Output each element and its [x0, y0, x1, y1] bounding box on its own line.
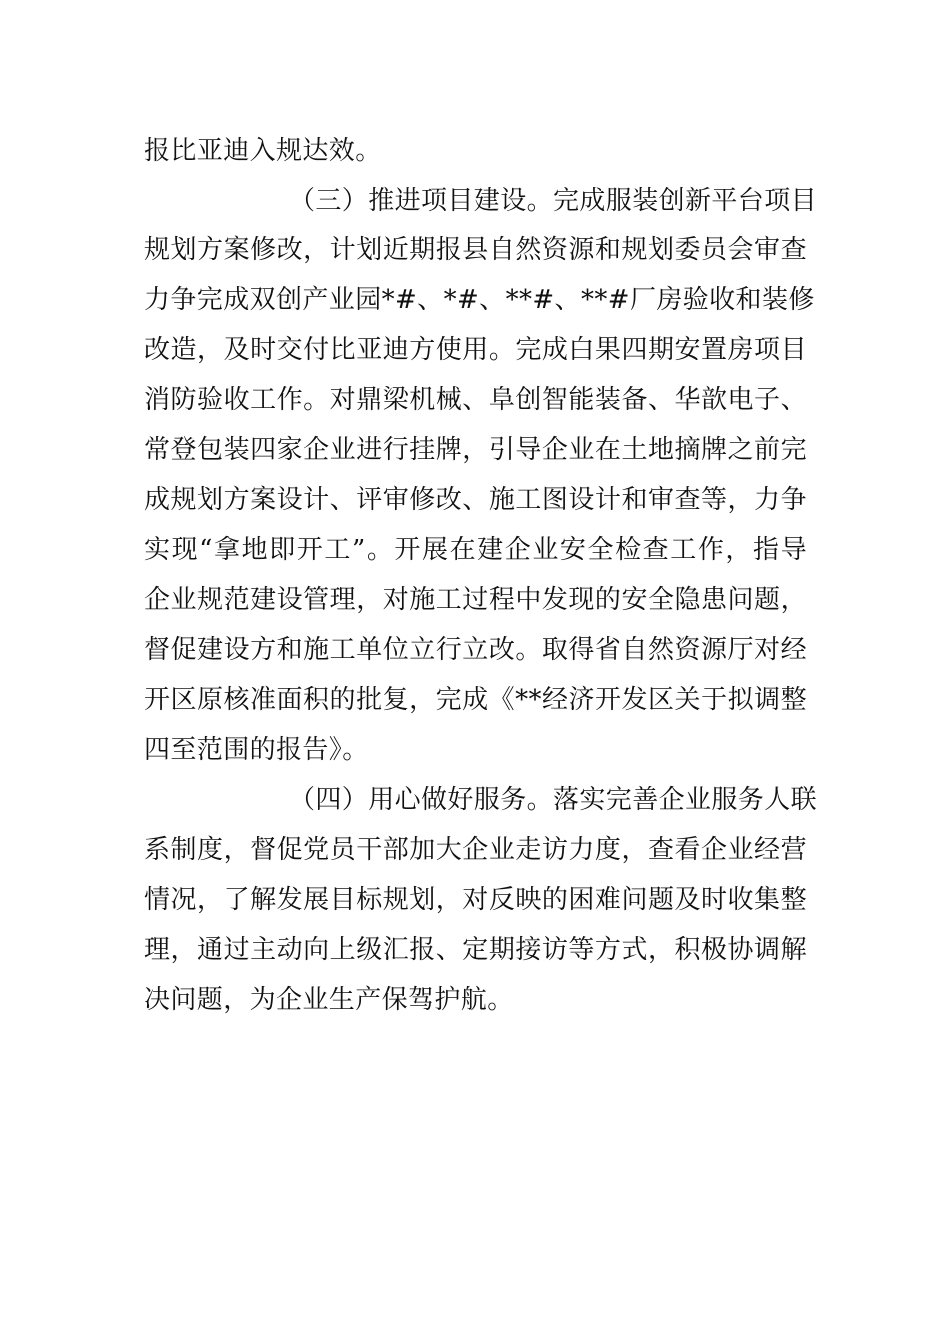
- text-line: 力争完成双创产业园*#、*#、**#、**#厂房验收和装修: [144, 285, 815, 315]
- text-line: 常登包装四家企业进行挂牌，引导企业在土地摘牌之前完: [144, 435, 807, 465]
- text-line: 规划方案修改，计划近期报县自然资源和规划委员会审查: [144, 235, 807, 265]
- text-line: 四至范围的报告》。: [144, 735, 369, 765]
- text-line: 情况，了解发展目标规划，对反映的困难问题及时收集整: [144, 885, 807, 915]
- text-line: 报比亚迪入规达效。: [144, 136, 382, 166]
- text-line: 系制度，督促党员干部加大企业走访力度，查看企业经营: [144, 835, 807, 865]
- text-line: 实现“拿地即开工”。开展在建企业安全检查工作，指导: [144, 535, 807, 565]
- text-line: 开区原核准面积的批复，完成《**经济开发区关于拟调整: [144, 685, 807, 715]
- text-line: 企业规范建设管理，对施工过程中发现的安全隐患问题，: [144, 585, 807, 615]
- text-line: 督促建设方和施工单位立行立改。取得省自然资源厅对经: [144, 635, 807, 665]
- section-heading-line: （四）用心做好服务。落实完善企业服务人联: [289, 785, 818, 815]
- text-line: 成规划方案设计、评审修改、施工图设计和审查等，力争: [144, 485, 807, 515]
- text-line: 改造，及时交付比亚迪方使用。完成白果四期安置房项目: [144, 335, 807, 365]
- text-line: 消防验收工作。对鼎梁机械、阜创智能装备、华歆电子、: [144, 385, 807, 415]
- text-line: 决问题，为企业生产保驾护航。: [144, 985, 514, 1015]
- section-heading-line: （三）推进项目建设。完成服装创新平台项目: [289, 186, 818, 216]
- text-line: 理，通过主动向上级汇报、定期接访等方式，积极协调解: [144, 935, 807, 965]
